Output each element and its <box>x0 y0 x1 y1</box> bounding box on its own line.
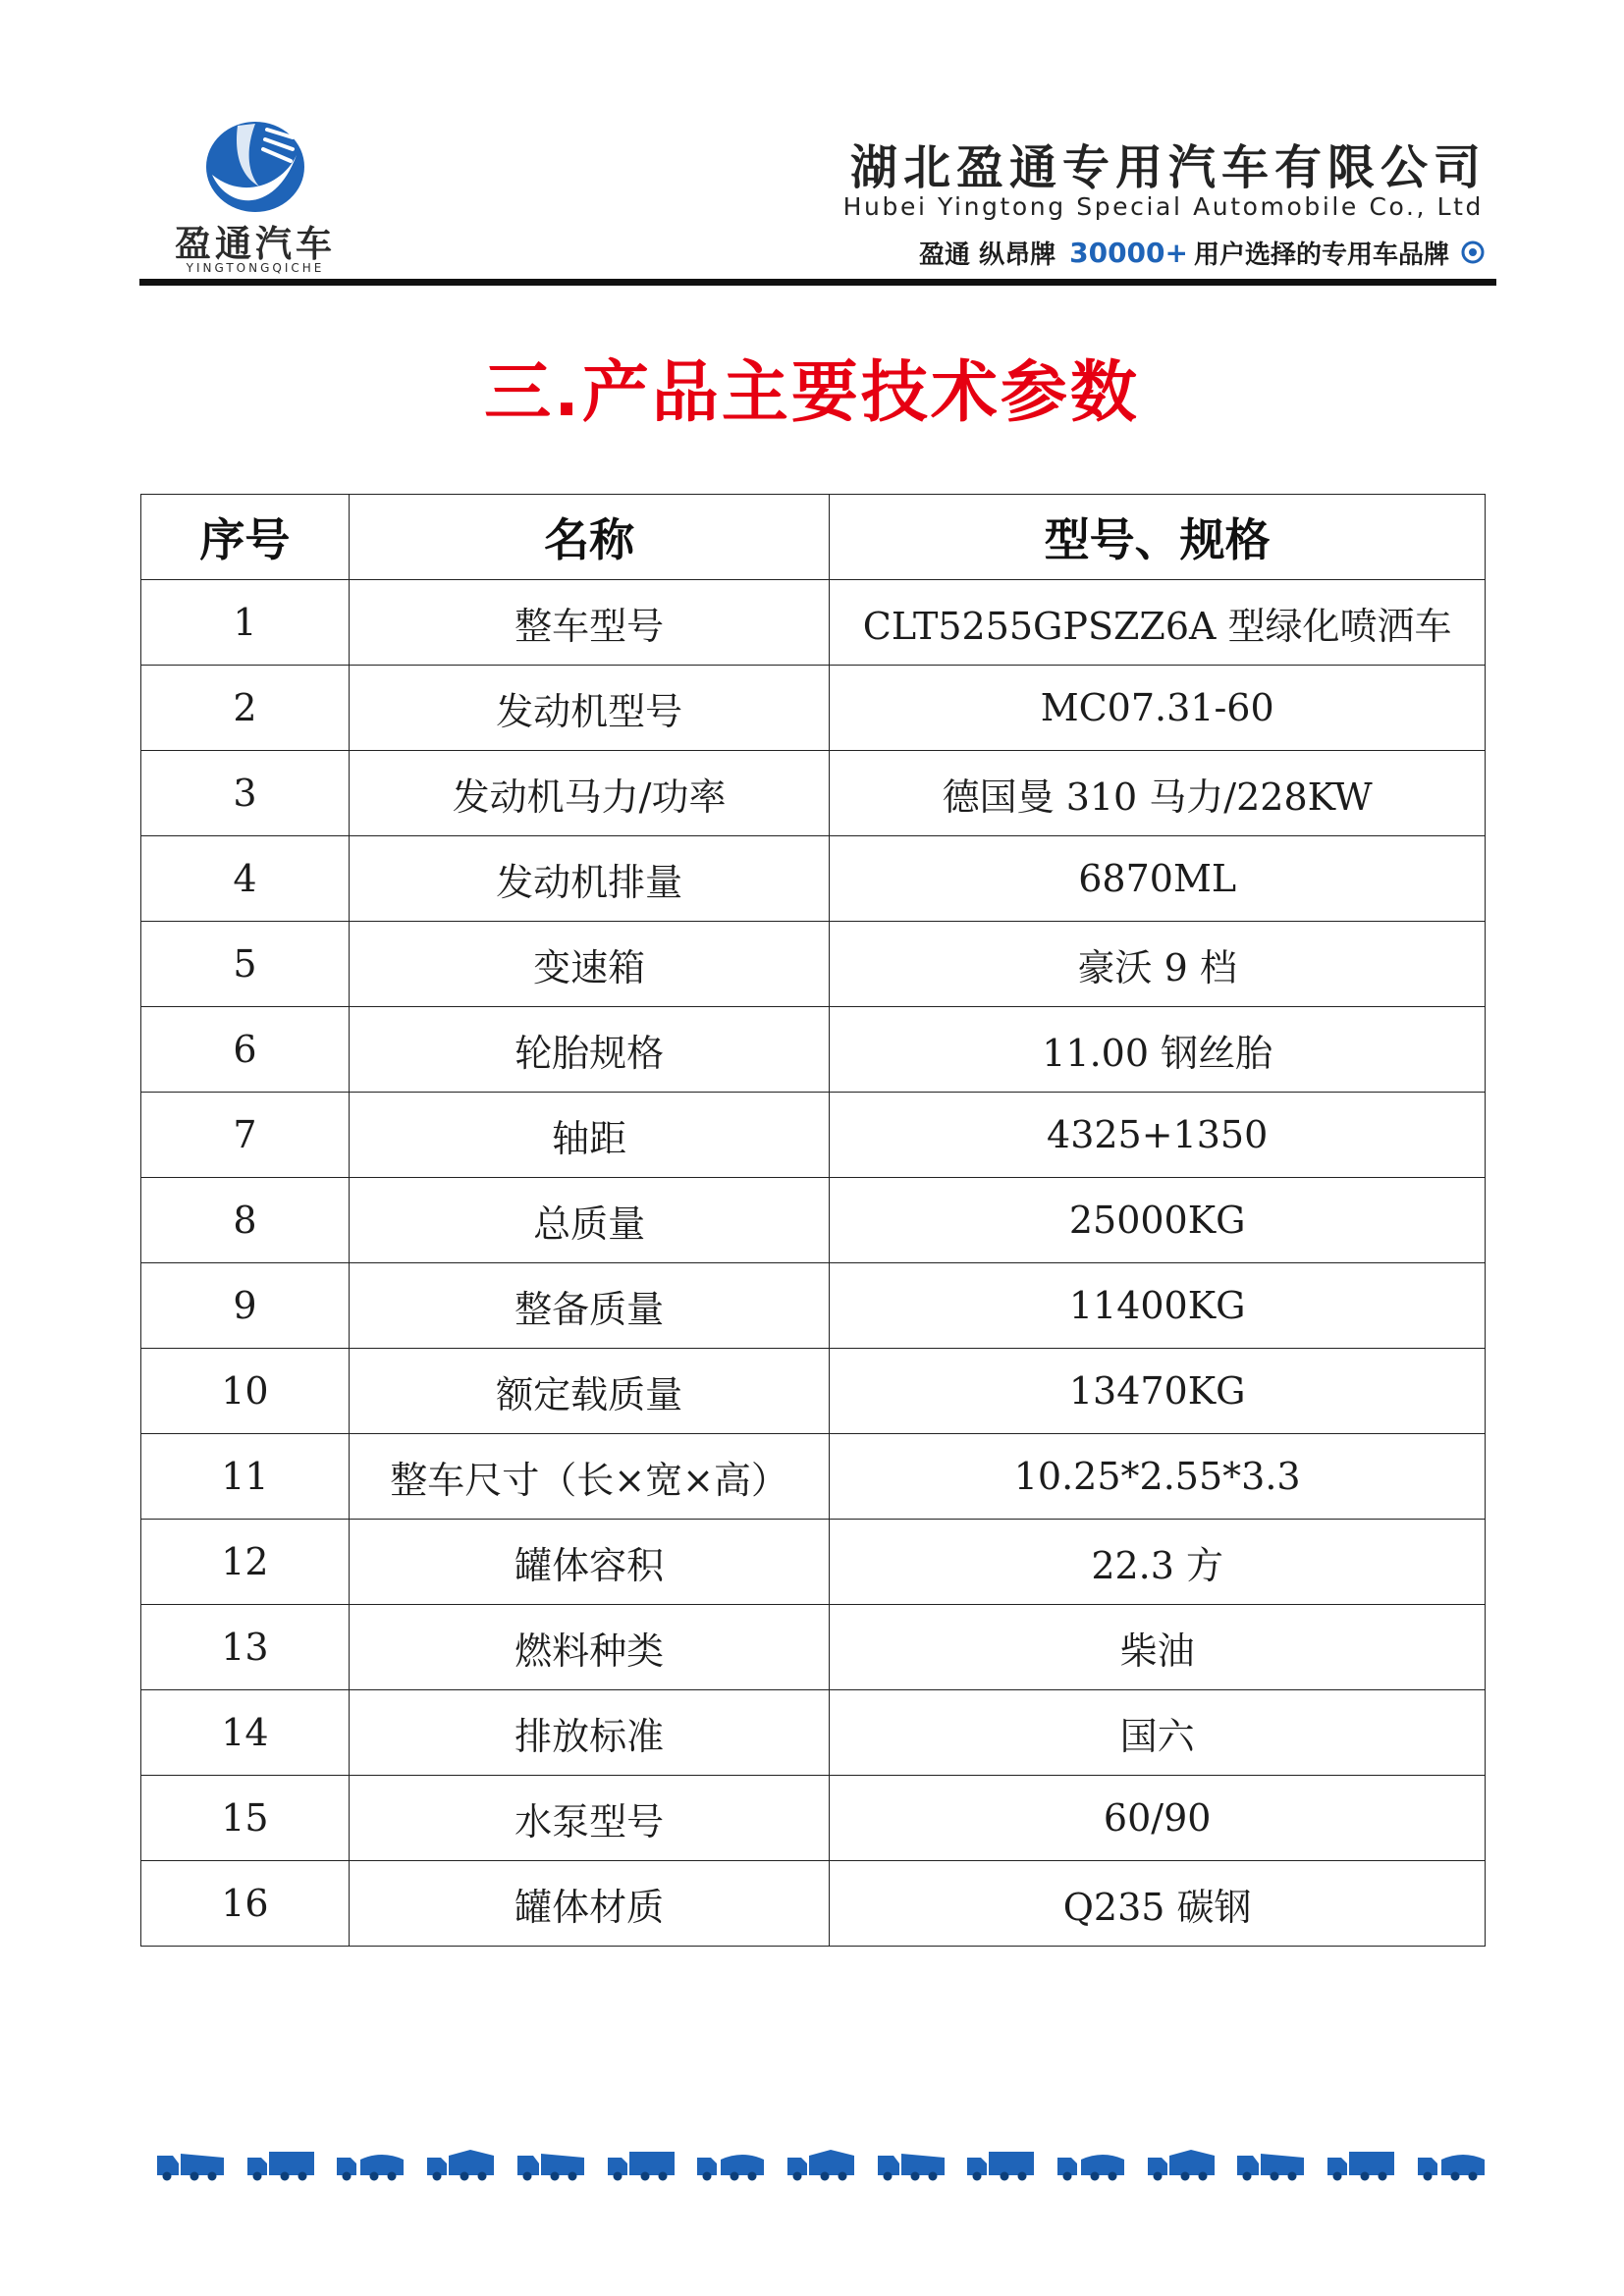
row-spec-cell: 4325+1350 <box>830 1093 1486 1178</box>
row-index-cell: 8 <box>141 1178 350 1263</box>
row-index-cell: 4 <box>141 836 350 922</box>
table-header-row <box>141 495 1486 580</box>
table-row <box>141 1520 1486 1605</box>
row-index-cell: 9 <box>141 1263 350 1349</box>
header-index: 序号 <box>141 495 350 580</box>
row-name-cell: 罐体容积 <box>349 1520 830 1605</box>
company-name-chinese: 湖北盈通专用汽车有限公司 <box>849 140 1487 195</box>
row-name-cell: 轮胎规格 <box>349 1007 830 1093</box>
truck-icon <box>1235 2146 1306 2181</box>
truck-icon <box>245 2146 316 2181</box>
row-name-cell: 总质量 <box>349 1178 830 1263</box>
row-index-cell: 6 <box>141 1007 350 1093</box>
row-index-cell: 5 <box>141 922 350 1007</box>
row-name-cell: 排放标准 <box>349 1690 830 1776</box>
truck-icon <box>335 2146 406 2181</box>
row-name-cell: 燃料种类 <box>349 1605 830 1690</box>
row-spec-cell: 22.3 方 <box>830 1520 1486 1605</box>
brand-emblem-icon <box>1461 240 1485 264</box>
truck-icon <box>1326 2146 1396 2181</box>
row-spec-cell: 60/90 <box>830 1776 1486 1861</box>
row-index-cell: 12 <box>141 1520 350 1605</box>
row-name-cell: 发动机马力/功率 <box>349 751 830 836</box>
truck-icon <box>606 2146 677 2181</box>
truck-icon <box>785 2146 856 2181</box>
truck-icon <box>1146 2146 1217 2181</box>
slogan-brand: 盈通 纵昂牌 <box>919 240 1056 270</box>
row-spec-cell: CLT5255GPSZZ6A 型绿化喷洒车 <box>830 580 1486 666</box>
truck-icon <box>965 2146 1036 2181</box>
row-spec-cell: 豪沃 9 档 <box>830 922 1486 1007</box>
technical-parameters-table <box>140 494 1486 1947</box>
truck-icon <box>1056 2146 1126 2181</box>
row-name-cell: 整车型号 <box>349 580 830 666</box>
table-row <box>141 1776 1486 1861</box>
row-name-cell: 水泵型号 <box>349 1776 830 1861</box>
row-spec-cell: 国六 <box>830 1690 1486 1776</box>
row-name-cell: 变速箱 <box>349 922 830 1007</box>
table-row <box>141 836 1486 922</box>
row-index-cell: 13 <box>141 1605 350 1690</box>
header-spec: 型号、规格 <box>830 495 1486 580</box>
truck-icon <box>515 2146 586 2181</box>
slogan-number: 30000+ <box>1069 236 1188 269</box>
row-spec-cell: 6870ML <box>830 836 1486 922</box>
row-index-cell: 16 <box>141 1861 350 1947</box>
row-name-cell: 发动机型号 <box>349 666 830 751</box>
truck-icon <box>1416 2146 1487 2181</box>
document-title: 三.产品主要技术参数 <box>484 354 1140 432</box>
row-name-cell: 发动机排量 <box>349 836 830 922</box>
row-name-cell: 整车尺寸（长×宽×高） <box>349 1434 830 1520</box>
row-name-cell: 额定载质量 <box>349 1349 830 1434</box>
header-name: 名称 <box>349 495 830 580</box>
table-row <box>141 1861 1486 1947</box>
table-row <box>141 1434 1486 1520</box>
logo-pinyin-text: YINGTONGQICHE <box>186 261 325 275</box>
table-row <box>141 1605 1486 1690</box>
row-spec-cell: 德国曼 310 马力/228KW <box>830 751 1486 836</box>
table-row <box>141 922 1486 1007</box>
truck-icon <box>695 2146 766 2181</box>
row-name-cell: 整备质量 <box>349 1263 830 1349</box>
logo-chinese-text: 盈通汽车 <box>175 223 336 265</box>
table-row <box>141 1178 1486 1263</box>
table-row <box>141 666 1486 751</box>
table-row <box>141 1007 1486 1093</box>
row-name-cell: 罐体材质 <box>349 1861 830 1947</box>
footer-vehicle-strip <box>155 2146 1487 2181</box>
slogan-tail: 用户选择的专用车品牌 <box>1193 240 1449 270</box>
row-index-cell: 14 <box>141 1690 350 1776</box>
table-row <box>141 1349 1486 1434</box>
brand-slogan <box>909 236 1485 269</box>
truck-icon <box>425 2146 496 2181</box>
row-index-cell: 10 <box>141 1349 350 1434</box>
row-index-cell: 7 <box>141 1093 350 1178</box>
row-spec-cell: 13470KG <box>830 1349 1486 1434</box>
row-spec-cell: MC07.31-60 <box>830 666 1486 751</box>
row-index-cell: 11 <box>141 1434 350 1520</box>
table-row <box>141 580 1486 666</box>
table-row <box>141 1093 1486 1178</box>
row-name-cell: 轴距 <box>349 1093 830 1178</box>
row-spec-cell: 11400KG <box>830 1263 1486 1349</box>
table-row <box>141 1263 1486 1349</box>
logo-swoosh-icon <box>198 116 312 222</box>
table-row <box>141 751 1486 836</box>
header-divider <box>139 279 1496 286</box>
row-index-cell: 1 <box>141 580 350 666</box>
truck-icon <box>155 2146 226 2181</box>
row-index-cell: 3 <box>141 751 350 836</box>
company-logo <box>157 116 353 273</box>
row-index-cell: 15 <box>141 1776 350 1861</box>
row-spec-cell: 25000KG <box>830 1178 1486 1263</box>
row-spec-cell: 柴油 <box>830 1605 1486 1690</box>
row-spec-cell: Q235 碳钢 <box>830 1861 1486 1947</box>
row-index-cell: 2 <box>141 666 350 751</box>
table-row <box>141 1690 1486 1776</box>
company-name-english: Hubei Yingtong Special Automobile Co., Ltd <box>842 192 1484 221</box>
row-spec-cell: 10.25*2.55*3.3 <box>830 1434 1486 1520</box>
row-spec-cell: 11.00 钢丝胎 <box>830 1007 1486 1093</box>
truck-icon <box>876 2146 947 2181</box>
table-body <box>141 580 1486 1947</box>
